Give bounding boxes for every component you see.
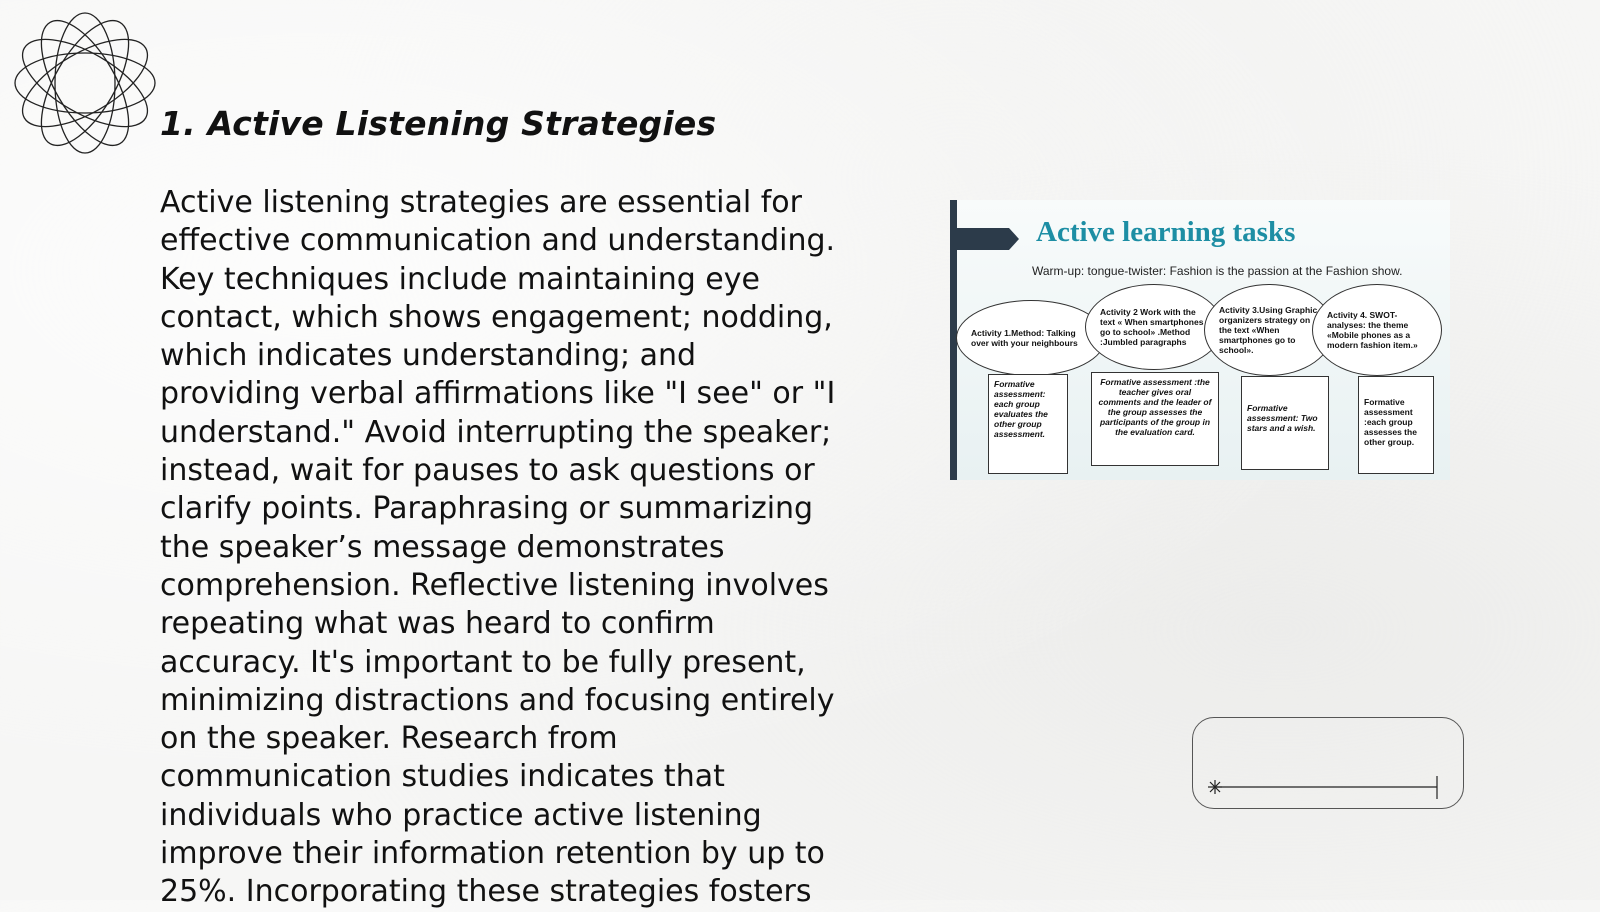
activity-oval: Activity 4. SWOT-analyses: the theme «Mobile phones as a modern fashion item.»: [1312, 284, 1442, 376]
assessment-box: Formative assessment: each group evaluates the other group assessment.: [988, 374, 1068, 474]
image-warmup: Warm-up: tongue-twister: Fashion is the passion at the Fashion show.: [1032, 264, 1403, 278]
active-learning-image: [950, 200, 1450, 480]
assessment-box: Formative assessment :the teacher gives oral comments and the leader of the group assesses the participants of the group in the evaluation card.: [1091, 372, 1219, 466]
activity-oval: Activity 3.Using Graphic organizers strategy on the text «When smartphones go to school».: [1204, 284, 1334, 376]
activity-oval: Activity 2 Work with the text « When smartphones go to school» .Method :Jumbled paragraphs: [1085, 284, 1223, 370]
activity-oval: Activity 1.Method: Talking over with your neighbours: [956, 300, 1106, 376]
arrow-banner-icon: [957, 228, 1019, 250]
image-title: Active learning tasks: [1036, 216, 1296, 248]
assessment-box: Formative assessment :each group assesses the other group.: [1358, 376, 1434, 474]
slide-body-text: Active listening strategies are essential for effective communication and understanding. Key techniques include maintaining eye contact, which shows engagement; nodding, which indicates understanding; and providing verbal affirmations like "I see" or "I understand." Avoid interrupting the speaker; instead, wait for pauses to ask questions or clarify points. Paraphrasing or summarizing the speaker’s message demonstrates comprehension. Reflective listening involves repeating what was heard to confirm accuracy. It's important to be fully present, minimizing distractions and focusing entirely on the speaker. Research from communication studies indicates that individuals who practice active listening improve their information retention by up to 25%. Incorporating these strategies fosters: [160, 185, 836, 910]
spirograph-logo-icon: [10, 8, 160, 158]
slide-title: 1. Active Listening Strategies: [160, 104, 717, 143]
assessment-box: Formative assessment: Two stars and a wish.: [1241, 376, 1329, 470]
decorative-line-icon: [1205, 771, 1455, 801]
